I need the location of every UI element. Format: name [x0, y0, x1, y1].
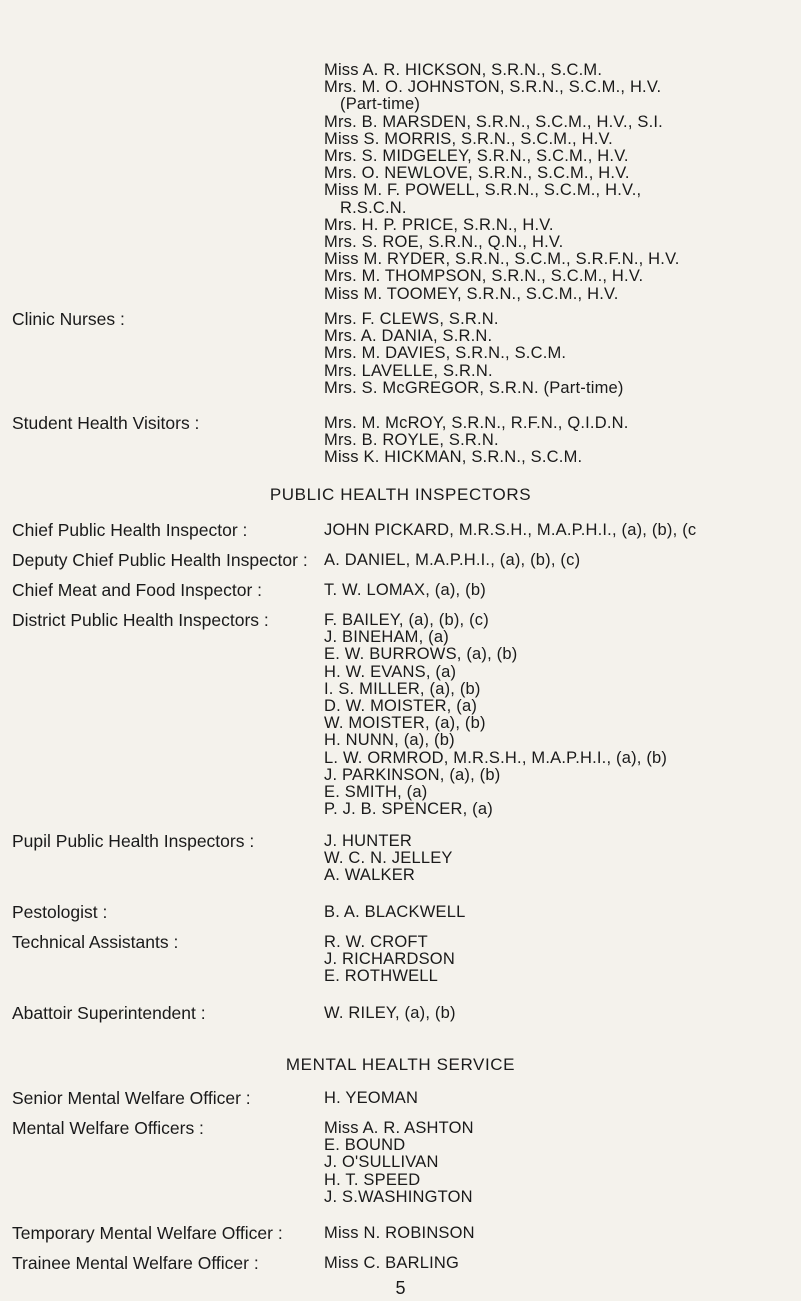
name-line: Mrs. M. McROY, S.R.N., R.F.N., Q.I.D.N. — [324, 414, 629, 432]
name-line: Miss M. TOOMEY, S.R.N., S.C.M., H.V. — [324, 284, 619, 303]
name-line: F. BAILEY, (a), (b), (c) — [324, 611, 489, 629]
student-health-visitors-names — [324, 415, 629, 467]
name-line: W. MOISTER, (a), (b) — [324, 714, 486, 733]
name-line: Mrs. S. ROE, S.R.N., Q.N., H.V. — [324, 233, 564, 252]
name-line: B. A. BLACKWELL — [324, 903, 466, 921]
pupil-phi-names — [324, 833, 453, 885]
senior-mwo-label: Senior Mental Welfare Officer : — [12, 1088, 251, 1108]
technical-assistants-label: Technical Assistants : — [12, 932, 179, 952]
name-line: Mrs. M. THOMPSON, S.R.N., S.C.M., H.V. — [324, 267, 644, 286]
name-line: J. S.WASHINGTON — [324, 1187, 473, 1206]
name-line: Miss M. F. POWELL, S.R.N., S.C.M., H.V., — [324, 181, 642, 200]
name-line: J. PARKINSON, (a), (b) — [324, 765, 501, 784]
abattoir-superintendent-names — [324, 1005, 456, 1022]
name-line: Miss A. R. ASHTON — [324, 1119, 474, 1137]
name-line: H. NUNN, (a), (b) — [324, 731, 455, 750]
district-phi-label: District Public Health Inspectors : — [12, 610, 269, 630]
page-number: 5 — [395, 1278, 406, 1298]
trainee-mwo-names — [324, 1255, 459, 1272]
chief-meat-inspector-label: Chief Meat and Food Inspector : — [12, 580, 262, 600]
name-line: Mrs. F. CLEWS, S.R.N. — [324, 310, 499, 328]
pestologist-names — [324, 904, 465, 921]
name-line: Mrs. A. DANIA, S.R.N. — [324, 327, 493, 346]
name-line: Mrs. S. MIDGELEY, S.R.N., S.C.M., H.V. — [324, 147, 629, 166]
name-line: Mrs. O. NEWLOVE, S.R.N., S.C.M., H.V. — [324, 164, 630, 183]
name-line: P. J. B. SPENCER, (a) — [324, 800, 493, 819]
name-line: Miss N. ROBINSON — [324, 1224, 475, 1242]
name-line: E. ROTHWELL — [324, 967, 439, 986]
abattoir-superintendent-label: Abattoir Superintendent : — [12, 1003, 206, 1023]
name-line: Miss M. RYDER, S.R.N., S.C.M., S.R.F.N., H.V. — [324, 250, 680, 269]
name-line: R. W. CROFT — [324, 933, 428, 951]
name-line: A. WALKER — [324, 866, 416, 885]
technical-assistants-names — [324, 934, 455, 986]
deputy-chief-phi-names — [324, 552, 580, 569]
name-line: Mrs. LAVELLE, S.R.N. — [324, 361, 493, 380]
name-line: E. BOUND — [324, 1136, 406, 1155]
name-line: E. SMITH, (a) — [324, 783, 428, 802]
name-line: Miss K. HICKMAN, S.R.N., S.C.M. — [324, 448, 583, 467]
trainee-mwo-label: Trainee Mental Welfare Officer : — [12, 1253, 259, 1273]
name-line: Mrs. H. P. PRICE, S.R.N., H.V. — [324, 215, 554, 234]
name-line: Mrs. B. MARSDEN, S.R.N., S.C.M., H.V., S.I. — [324, 112, 663, 131]
name-line: R.S.C.N. — [340, 198, 407, 217]
temp-mwo-names — [324, 1225, 475, 1242]
mwo-names — [324, 1120, 474, 1206]
temp-mwo-label: Temporary Mental Welfare Officer : — [12, 1223, 283, 1243]
name-line: L. W. ORMROD, M.R.S.H., M.A.P.H.I., (a), (b) — [324, 748, 668, 767]
name-line: Mrs. B. ROYLE, S.R.N. — [324, 431, 499, 450]
chief-phi-names — [324, 522, 696, 539]
clinic-nurses-label: Clinic Nurses : — [12, 309, 125, 329]
name-line: Miss S. MORRIS, S.R.N., S.C.M., H.V. — [324, 129, 613, 148]
name-line: J. RICHARDSON — [324, 950, 455, 969]
name-line: JOHN PICKARD, M.R.S.H., M.A.P.H.I., (a), (b), (c — [324, 521, 697, 539]
name-line: J. BINEHAM, (a) — [324, 628, 449, 647]
mwo-label: Mental Welfare Officers : — [12, 1118, 204, 1138]
health-visitors-names — [324, 62, 680, 303]
name-line: W. RILEY, (a), (b) — [324, 1004, 456, 1022]
chief-phi-label: Chief Public Health Inspector : — [12, 520, 248, 540]
name-line: W. C. N. JELLEY — [324, 849, 453, 868]
district-phi-names — [324, 612, 667, 818]
name-line: E. W. BURROWS, (a), (b) — [324, 645, 518, 664]
name-line: A. DANIEL, M.A.P.H.I., (a), (b), (c) — [324, 551, 581, 569]
name-line: Mrs. M. DAVIES, S.R.N., S.C.M. — [324, 344, 567, 363]
name-line: H. T. SPEED — [324, 1170, 421, 1189]
senior-mwo-names — [324, 1090, 418, 1107]
name-line: Mrs. M. O. JOHNSTON, S.R.N., S.C.M., H.V. — [324, 78, 662, 97]
pestologist-label: Pestologist : — [12, 902, 108, 922]
name-line: Miss C. BARLING — [324, 1254, 460, 1272]
name-line: J. HUNTER — [324, 832, 412, 850]
name-line: D. W. MOISTER, (a) — [324, 697, 478, 716]
deputy-chief-phi-label: Deputy Chief Public Health Inspector : — [12, 550, 308, 570]
chief-meat-inspector-names — [324, 582, 486, 599]
name-line: J. O'SULLIVAN — [324, 1153, 439, 1172]
public-health-heading: PUBLIC HEALTH INSPECTORS — [269, 485, 532, 504]
clinic-nurses-names — [324, 311, 624, 397]
student-health-visitors-label: Student Health Visitors : — [12, 413, 200, 433]
name-line: I. S. MILLER, (a), (b) — [324, 679, 481, 698]
mental-health-heading: MENTAL HEALTH SERVICE — [285, 1055, 516, 1074]
name-line: H. YEOMAN — [324, 1089, 419, 1107]
name-line: (Part-time) — [340, 95, 421, 114]
name-line: H. W. EVANS, (a) — [324, 662, 457, 681]
name-line: Mrs. S. McGREGOR, S.R.N. (Part-time) — [324, 378, 624, 397]
pupil-phi-label: Pupil Public Health Inspectors : — [12, 831, 255, 851]
name-line: T. W. LOMAX, (a), (b) — [324, 581, 486, 599]
name-line: Miss A. R. HICKSON, S.R.N., S.C.M. — [324, 61, 603, 79]
